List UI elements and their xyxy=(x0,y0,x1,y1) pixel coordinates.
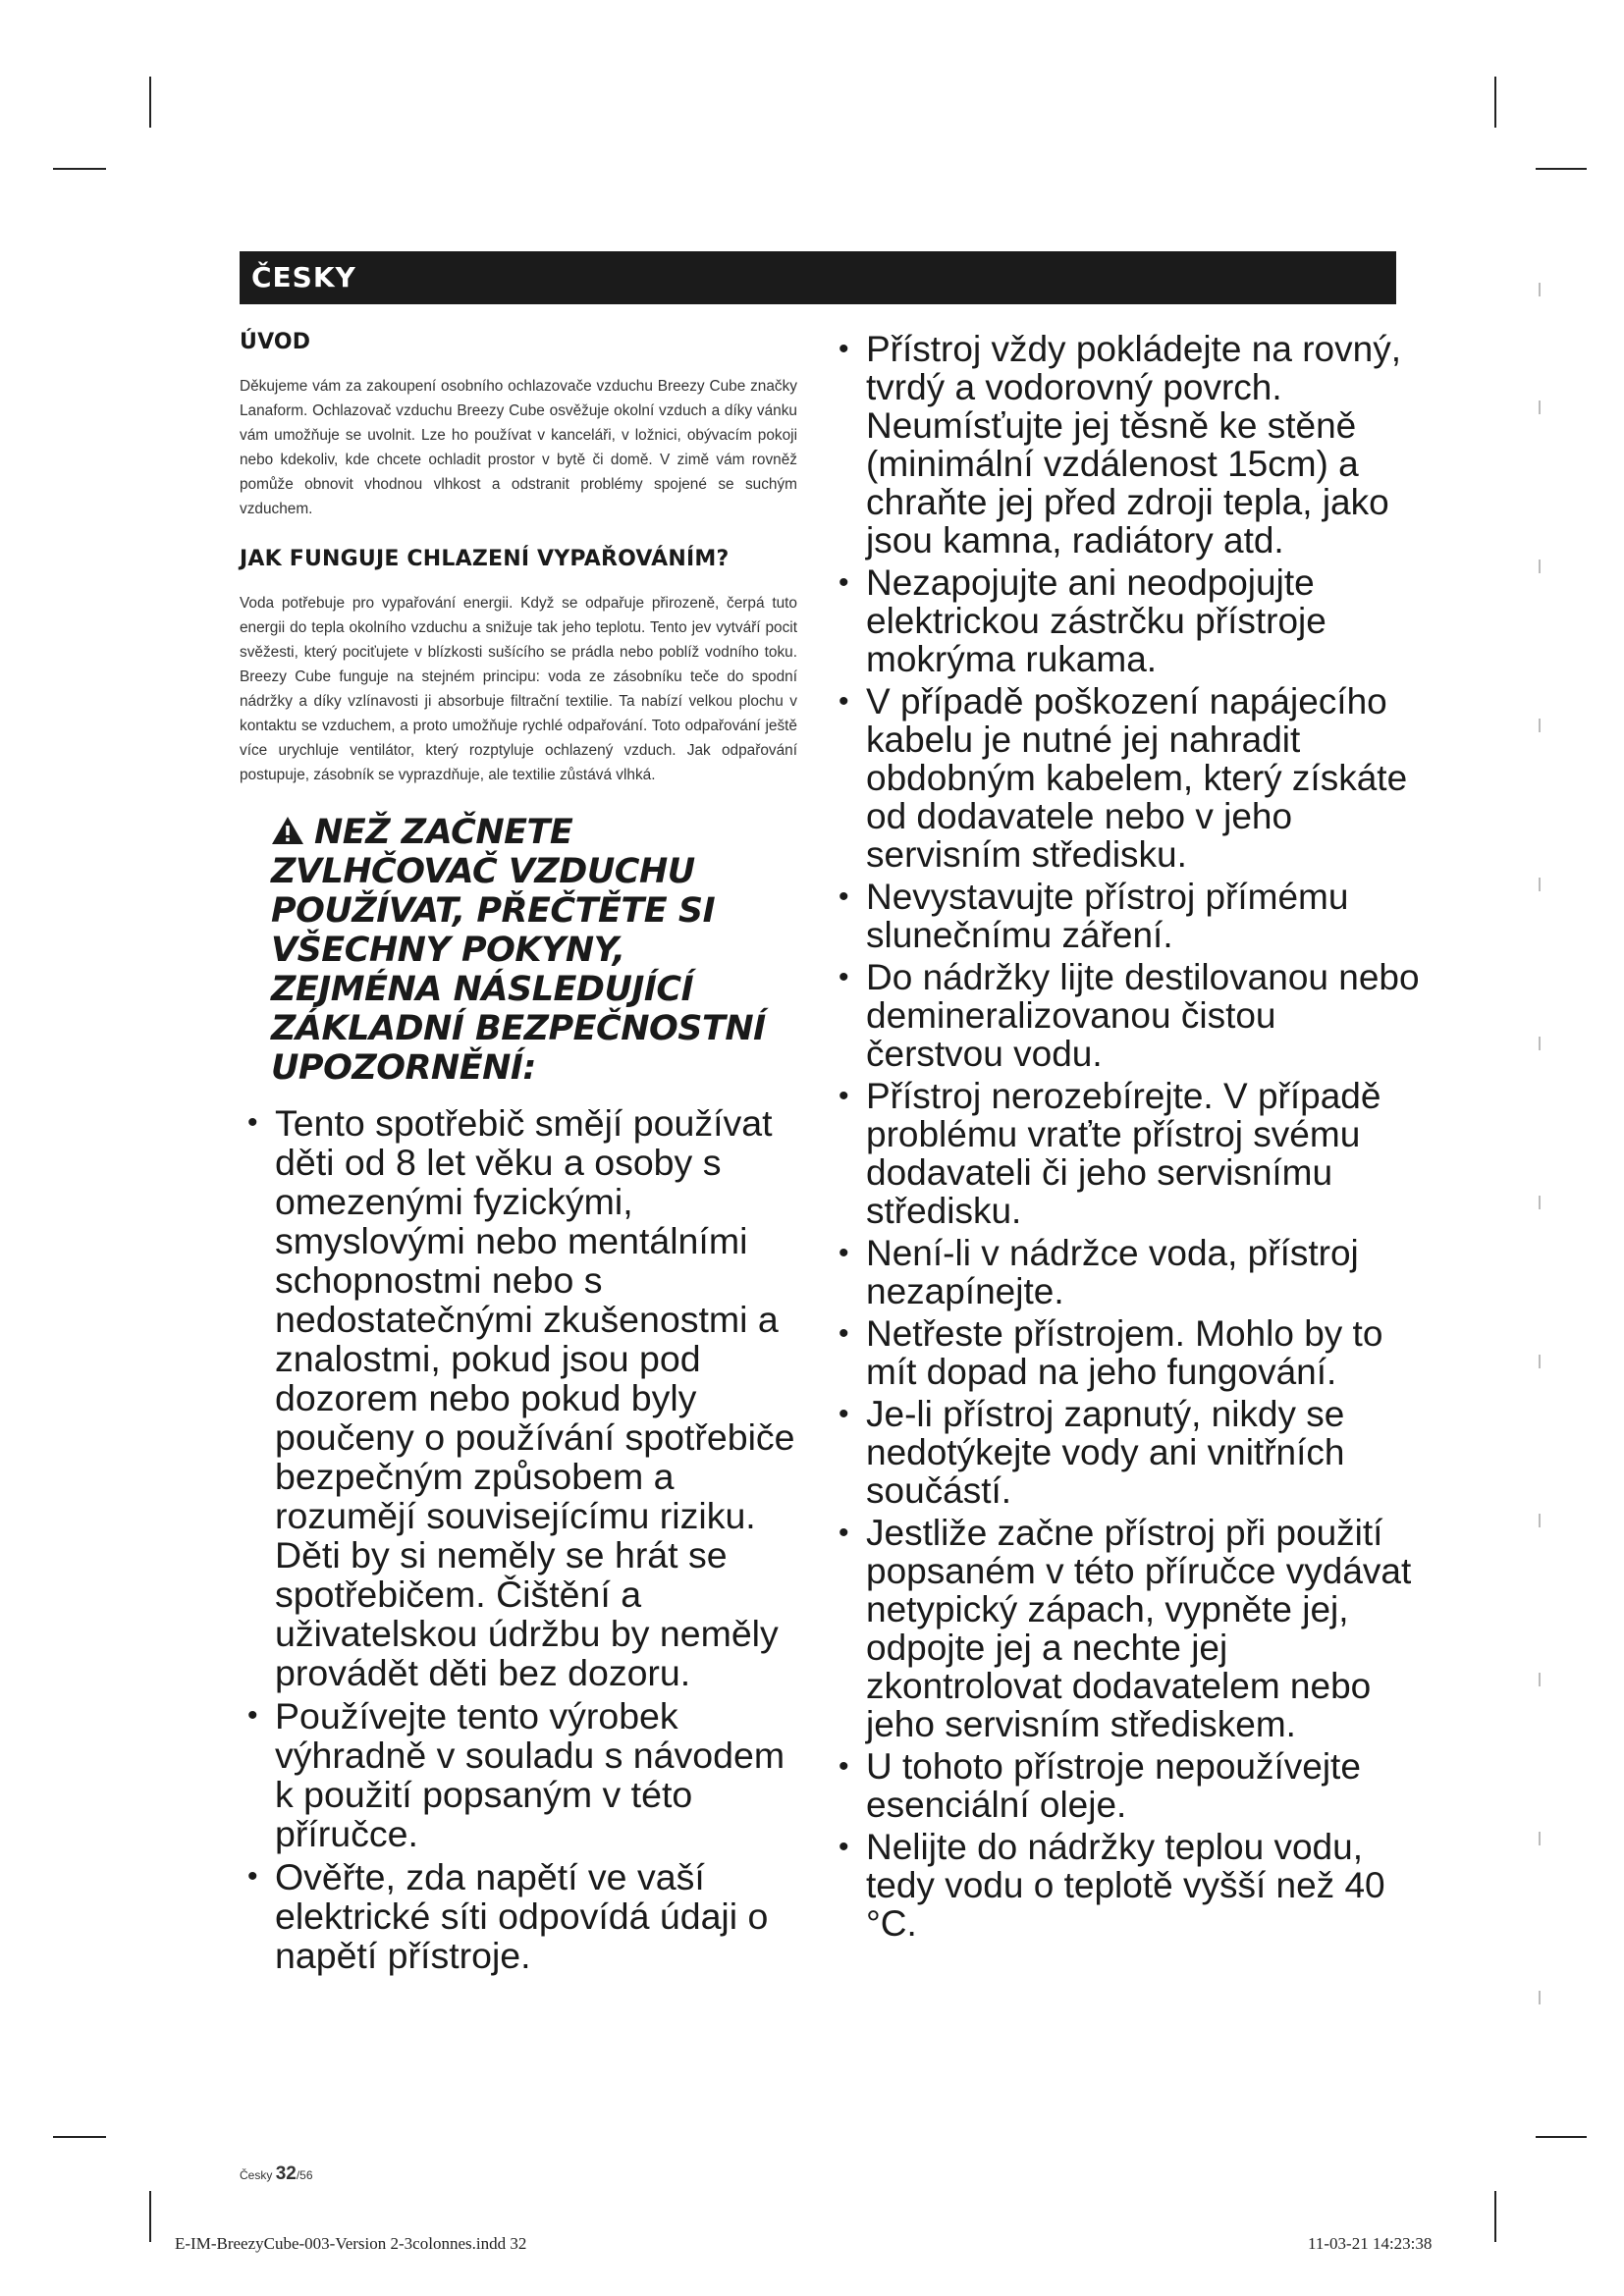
crop-mark xyxy=(53,168,106,170)
safety-list-right xyxy=(831,330,1420,1943)
crop-mark xyxy=(1494,2191,1496,2242)
left-column xyxy=(240,330,809,1979)
registration-tick xyxy=(1539,1832,1541,1845)
intro-title: ÚVOD xyxy=(240,330,311,354)
page-number xyxy=(240,2163,313,2185)
list-item: • Ověřte, zda napětí ve vaší elektrické síti odpovídá údaji o napětí přístroje. xyxy=(240,1857,809,1975)
list-item: • Jestliže začne přístroj při použití popsaném v této příručce vydávat netypický zápach, vypněte jej, odpojte jej a nechte jej zkontrolovat dodavatelem nebo jeho servisním střediskem. xyxy=(831,1514,1420,1743)
list-item: • Nevystavujte přístroj přímému slunečnímu záření. xyxy=(831,878,1420,954)
list-item: • Do nádržky lijte destilovanou nebo demineralizovanou čistou čerstvou vodu. xyxy=(831,958,1420,1073)
crop-mark xyxy=(53,2136,106,2138)
registration-tick xyxy=(1539,719,1541,732)
registration-tick xyxy=(1539,1991,1541,2004)
list-item: • Tento spotřebič smějí používat děti od 8 let věku a osoby s omezenými fyzickými, smyslovými nebo mentálními schopnostmi nebo s nedostatečnými zkušenostmi a znalostmi, pokud jsou pod dozorem nebo pokud byly poučeny o používání spotřebiče bezpečným způsobem a rozumějí souvisejícímu riziku. Děti by si neměly se hrát se spotřebičem. Čištění a uživatelskou údržbu by neměly provádět děti bez dozoru. xyxy=(240,1103,809,1692)
safety-list-left xyxy=(240,1103,809,1975)
crop-mark xyxy=(1536,2136,1587,2138)
intro-text: Děkujeme vám za zakoupení osobního ochlazovače vzduchu Breezy Cube značky Lanaform. Ochlazovač vzduchu Breezy Cube osvěžuje okolní vzduch a díky vánku vám umožňuje se uvolnit. Lze ho používat v kanceláři, v ložnici, obývacím pokoji nebo kdekoliv, kde chcete ochladit prostor v bytě či domě. V zimě vám rovněž pomůže obnovit vhodnou vlhkost a odstranit problémy spojené se suchým vzduchem. xyxy=(240,378,797,517)
page-language: Česky xyxy=(240,2168,273,2182)
list-item: • Používejte tento výrobek výhradně v souladu s návodem k použití popsaným v této příručce. xyxy=(240,1696,809,1853)
language-header: ČESKY xyxy=(240,251,1396,304)
list-item: • Přístroj nerozebírejte. V případě problému vraťte přístroj svému dodavateli či jeho servisnímu středisku. xyxy=(831,1077,1420,1230)
crop-mark xyxy=(1494,77,1496,128)
right-column xyxy=(831,330,1420,1947)
page-current: 32 xyxy=(275,2163,297,2184)
safety-warning-heading xyxy=(271,813,782,1088)
registration-tick xyxy=(1539,1355,1541,1368)
list-item: • Nezapojujte ani neodpojujte elektrickou zástrčku přístroje mokrýma rukama. xyxy=(831,563,1420,678)
registration-tick xyxy=(1539,878,1541,891)
page-total: /56 xyxy=(296,2168,313,2182)
registration-tick xyxy=(1539,1037,1541,1050)
registration-tick xyxy=(1539,1514,1541,1527)
cooling-title: JAK FUNGUJE CHLAZENÍ VYPAŘOVÁNÍM? xyxy=(240,547,730,571)
list-item: • U tohoto přístroje nepoužívejte esenciální oleje. xyxy=(831,1747,1420,1824)
registration-tick xyxy=(1539,560,1541,573)
list-item: • V případě poškození napájecího kabelu je nutné jej nahradit obdobným kabelem, který získáte od dodavatele nebo v jeho servisním středisku. xyxy=(831,682,1420,874)
list-item: • Nelijte do nádržky teplou vodu, tedy vodu o teplotě vyšší než 40 °C. xyxy=(831,1828,1420,1943)
cooling-text: Voda potřebuje pro vypařování energii. Když se odpařuje přirozeně, čerpá tuto energii do tepla okolního vzduchu a snižuje tak jeho teplotu. Tento jev vytváří pocit svěžesti, který pociťujete v blízkosti sušícího se prádla nebo poblíž vodního toku. Breezy Cube funguje na stejném principu: voda ze zásobníku teče do spodní nádržky a díky vzlínavosti ji absorbuje filtrační textilie. Ta nabízí velkou plochu v kontaktu se vzduchem, a proto umožňuje rychlé odpařování. Toto odpařování ještě více urychluje ventilátor, který rozptyluje ochlazený vzduch. Jak odpařování postupuje, zásobník se vyprazdňuje, ale textilie zůstává vlhká. xyxy=(240,595,797,783)
registration-tick xyxy=(1539,400,1541,414)
warning-triangle-icon xyxy=(271,816,304,845)
crop-mark xyxy=(149,2191,151,2242)
crop-mark xyxy=(1536,168,1587,170)
registration-tick xyxy=(1539,1196,1541,1209)
list-item: • Přístroj vždy pokládejte na rovný, tvrdý a vodorovný povrch. Neumísťujte jej těsně ke stěně (minimální vzdálenost 15cm) a chraňte jej před zdroji tepla, jako jsou kamna, radiátory atd. xyxy=(831,330,1420,560)
file-slug: E-IM-BreezyCube-003-Version 2-3colonnes.indd 32 xyxy=(175,2234,527,2253)
list-item: • Není-li v nádržce voda, přístroj nezapínejte. xyxy=(831,1234,1420,1310)
warning-text: NEŽ ZAČNETE ZVLHČOVAČ VZDUCHU POUŽÍVAT, PŘEČTĚTE SI VŠECHNY POKYNY, ZEJMÉNA NÁSLEDUJÍCÍ ZÁKLADNÍ BEZPEČNOSTNÍ UPOZORNĚNÍ: xyxy=(271,813,766,1088)
registration-tick xyxy=(1539,1673,1541,1686)
registration-tick xyxy=(1539,283,1541,296)
crop-mark xyxy=(149,77,151,128)
list-item: • Netřeste přístrojem. Mohlo by to mít dopad na jeho fungování. xyxy=(831,1314,1420,1391)
list-item: • Je-li přístroj zapnutý, nikdy se nedotýkejte vody ani vnitřních součástí. xyxy=(831,1395,1420,1510)
print-timestamp: 11-03-21 14:23:38 xyxy=(1308,2234,1433,2253)
